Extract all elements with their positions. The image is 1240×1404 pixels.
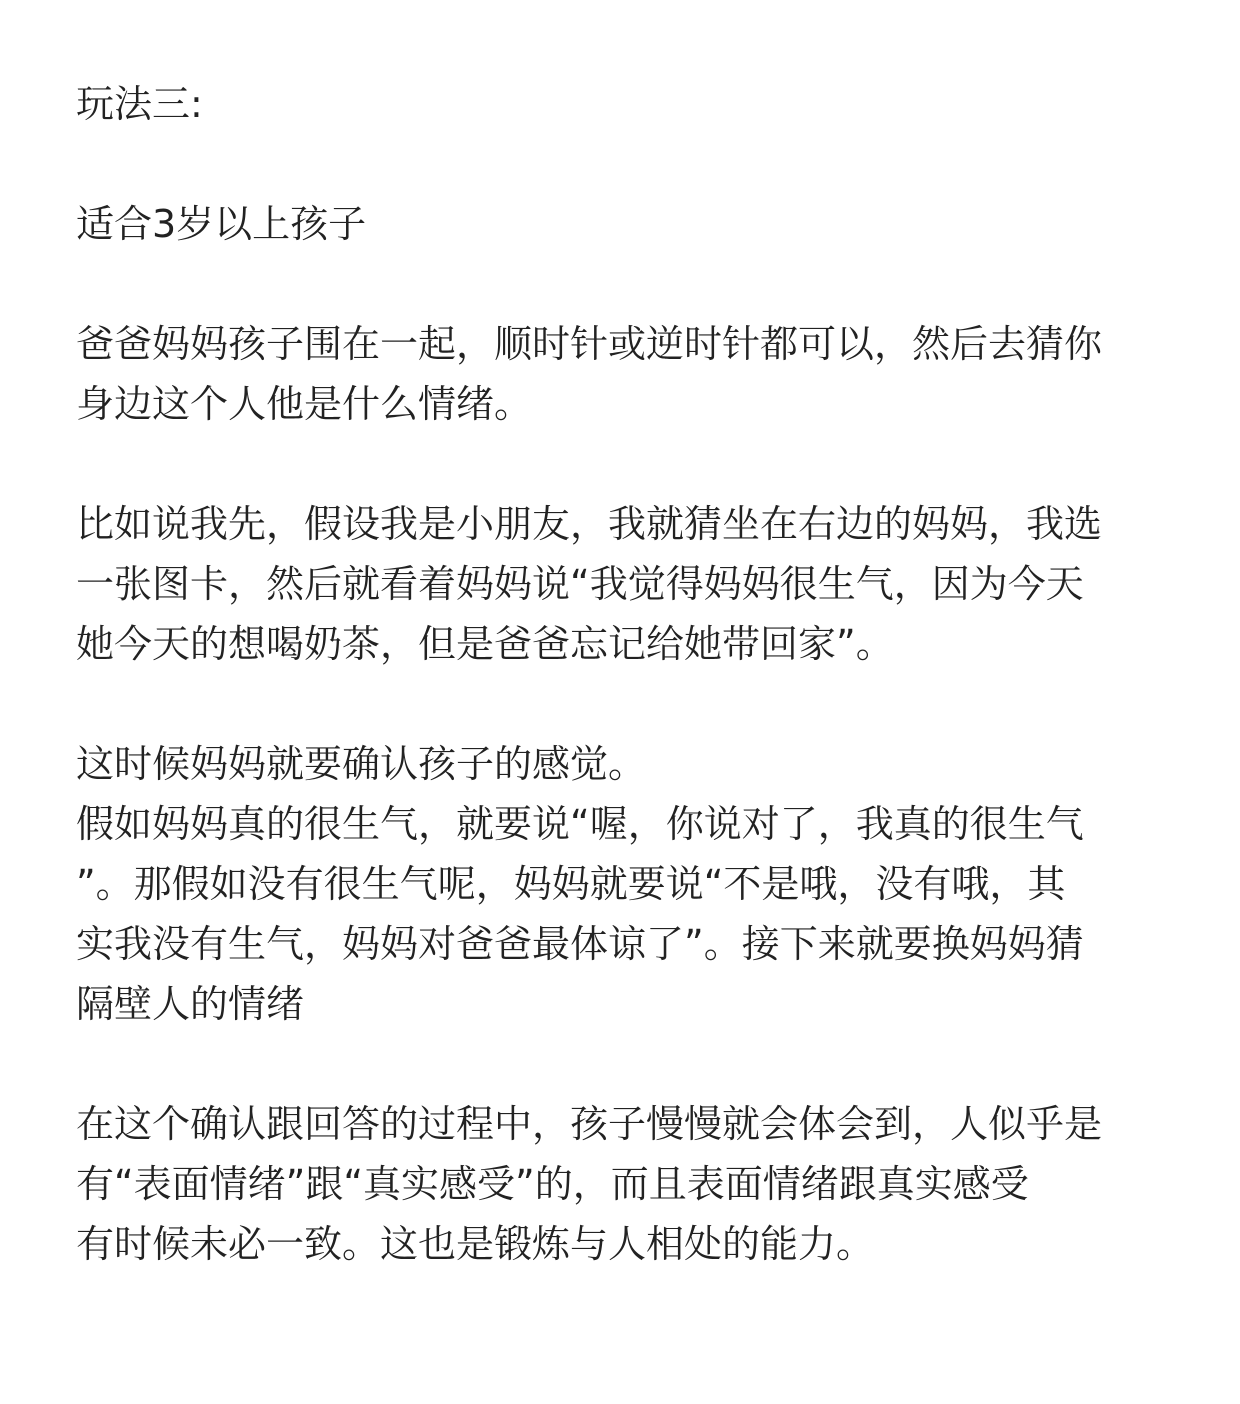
paragraph-4-line: 有时候未必一致。这也是锻炼与人相处的能力。 (76, 1222, 875, 1266)
paragraph-3 (76, 734, 1164, 1034)
paragraph-3-line: 这时候妈妈就要确认孩子的感觉。 (76, 742, 647, 786)
spacer (76, 254, 1164, 314)
paragraph-4-line: 在这个确认跟回答的过程中，孩子慢慢就会体会到，人似乎是 (76, 1102, 1103, 1146)
spacer (76, 434, 1164, 494)
paragraph-1 (76, 314, 1164, 434)
spacer (76, 134, 1164, 194)
paragraph-3-line: 隔壁人的情绪 (76, 982, 305, 1026)
paragraph-1-line: 爸爸妈妈孩子围在一起，顺时针或逆时针都可以，然后去猜你 (76, 322, 1103, 366)
paragraph-3-line: 实我没有生气，妈妈对爸爸最体谅了”。接下来就要换妈妈猜 (76, 922, 1084, 966)
paragraph-1-line: 身边这个人他是什么情绪。 (76, 382, 533, 426)
paragraph-4-line: 有“表面情绪”跟“真实感受”的，而且表面情绪跟真实感受 (76, 1162, 1029, 1206)
paragraph-2-line: 比如说我先，假设我是小朋友，我就猜坐在右边的妈妈，我选 (76, 502, 1103, 546)
paragraph-2 (76, 494, 1164, 674)
paragraph-2-line: 她今天的想喝奶茶，但是爸爸忘记给她带回家”。 (76, 622, 894, 666)
article-body (76, 74, 1164, 1274)
spacer (76, 1034, 1164, 1094)
age-note (76, 194, 1164, 254)
section-title (76, 74, 1164, 134)
paragraph-3-line: ”。那假如没有很生气呢，妈妈就要说“不是哦，没有哦，其 (76, 862, 1066, 906)
paragraph-4 (76, 1094, 1164, 1274)
age-note-text: 适合3岁以上孩子 (76, 202, 367, 246)
section-title-text: 玩法三: (76, 82, 203, 126)
paragraph-3-line: 假如妈妈真的很生气，就要说“喔，你说对了，我真的很生气 (76, 802, 1084, 846)
spacer (76, 674, 1164, 734)
paragraph-2-line: 一张图卡，然后就看着妈妈说“我觉得妈妈很生气，因为今天 (76, 562, 1084, 606)
